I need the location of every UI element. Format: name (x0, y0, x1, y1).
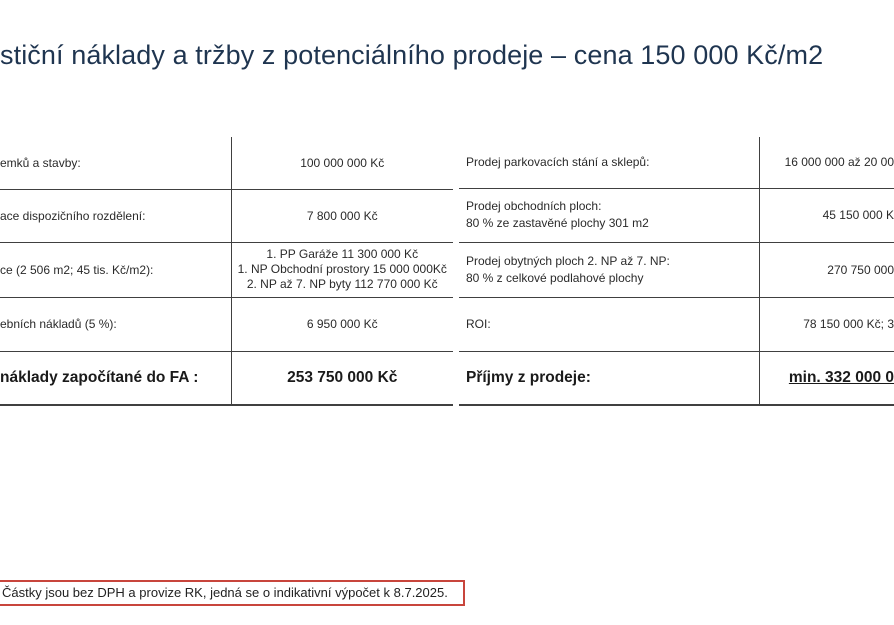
cost-value-line: 2. NP až 7. NP byty 112 770 000 Kč (246, 277, 438, 291)
revenue-value-text: 78 150 000 Kč; 3 (803, 317, 894, 331)
revenue-label-line: 80 % ze zastavěné plochy 301 m2 (466, 216, 649, 230)
table-row (0, 242, 453, 297)
table-row (459, 242, 894, 297)
revenues-total-label: Příjmy z prodeje: (459, 351, 759, 405)
revenues-total-value (759, 351, 894, 405)
cost-value-line: 1. PP Garáže 11 300 000 Kč (266, 247, 419, 261)
costs-total-label: náklady započítané do FA : (0, 351, 231, 405)
page-title: stiční náklady a tržby z potenciálního prodeje – cena 150 000 Kč/m2 (0, 40, 824, 70)
revenue-value (759, 297, 894, 351)
total-row (459, 351, 894, 405)
revenue-value-text: 45 150 000 K (822, 208, 894, 222)
revenues-table (459, 137, 894, 406)
cost-value: 100 000 000 Kč (231, 137, 453, 189)
costs-total-value: 253 750 000 Kč (231, 351, 453, 405)
revenue-value-text: 16 000 000 až 20 00 (784, 155, 894, 170)
revenue-label (459, 188, 759, 242)
revenue-label: Prodej parkovacích stání a sklepů: (459, 137, 759, 188)
disclaimer-note: Částky jsou bez DPH a provize RK, jedná se o indikativní výpočet k 8.7.2025. (0, 580, 465, 606)
revenue-value (759, 242, 894, 297)
cost-label: ace dispozičního rozdělení: (0, 189, 231, 242)
table-row (0, 137, 453, 189)
revenue-label (459, 242, 759, 297)
revenue-value (759, 137, 894, 188)
table-row (459, 188, 894, 242)
cost-value-line: 1. NP Obchodní prostory 15 000 000Kč (237, 262, 447, 276)
total-row (0, 351, 453, 405)
table-row (0, 189, 453, 242)
cost-label: ebních nákladů (5 %): (0, 297, 231, 351)
cost-label: emků a stavby: (0, 137, 231, 189)
revenue-label-line: Prodej obchodních ploch: (466, 199, 602, 213)
cost-value: 6 950 000 Kč (231, 297, 453, 351)
revenue-value-text: 270 750 000 (827, 262, 894, 277)
cost-value: 7 800 000 Kč (231, 189, 453, 242)
costs-table (0, 137, 453, 406)
table-row (459, 137, 894, 188)
cost-label: ce (2 506 m2; 45 tis. Kč/m2): (0, 242, 231, 297)
revenue-value (759, 188, 894, 242)
revenues-total-value-text: min. 332 000 0 (788, 368, 894, 386)
revenue-label-line: 80 % z celkové podlahové plochy (466, 270, 644, 285)
revenue-label-line: Prodej obytných ploch 2. NP až 7. NP: (466, 253, 670, 268)
table-row (0, 297, 453, 351)
cost-value-breakdown (231, 242, 453, 297)
revenue-label: ROI: (459, 297, 759, 351)
table-row (459, 297, 894, 351)
